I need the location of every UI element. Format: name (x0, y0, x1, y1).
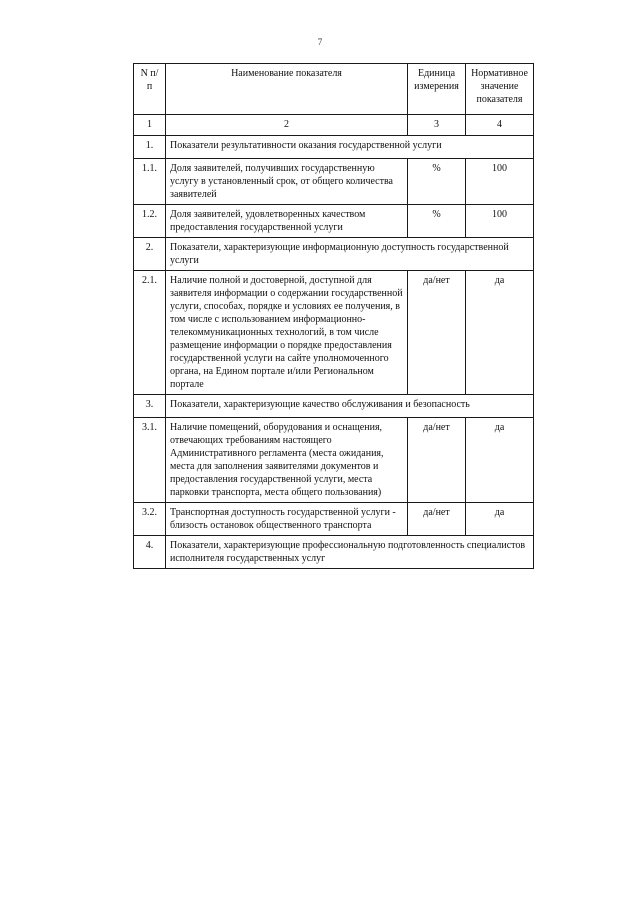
section-title: Показатели, характеризующие качество обслуживания и безопасность (166, 395, 534, 418)
page-number: 7 (317, 37, 323, 47)
header-num: N п/п (134, 64, 166, 115)
row-number: 1.2. (134, 205, 166, 238)
column-index-2: 2 (166, 115, 408, 136)
table-header-row (134, 64, 534, 115)
column-index-3: 3 (408, 115, 466, 136)
table-row-1-1 (134, 159, 534, 205)
indicator-name: Наличие полной и достоверной, доступной для заявителя информации о содержании государственной услуги, способах, порядке и условиях ее получения, в том числе с использованием информационно-телекоммуникационных технологий, в том числе размещение информации о порядке предоставления государственной услуги на сайте уполномоченного органа, на Едином портале и/или Региональном портале (166, 271, 408, 395)
section-number: 1. (134, 136, 166, 159)
section-number: 4. (134, 536, 166, 569)
section-row-4 (134, 536, 534, 569)
table-row-2-1 (134, 271, 534, 395)
unit-cell: да/нет (408, 503, 466, 536)
table-row-3-1 (134, 418, 534, 503)
value-cell: 100 (466, 159, 534, 205)
row-number: 3.2. (134, 503, 166, 536)
table-row-1-2 (134, 205, 534, 238)
unit-cell: % (408, 205, 466, 238)
row-number: 3.1. (134, 418, 166, 503)
table-row-3-2 (134, 503, 534, 536)
value-cell: да (466, 503, 534, 536)
unit-cell: % (408, 159, 466, 205)
header-value: Нормативное значение показателя (466, 64, 534, 115)
value-cell: да (466, 418, 534, 503)
section-row-1 (134, 136, 534, 159)
header-name: Наименование показателя (166, 64, 408, 115)
section-row-3 (134, 395, 534, 418)
column-index-1: 1 (134, 115, 166, 136)
row-number: 2.1. (134, 271, 166, 395)
section-title: Показатели результативности оказания государственной услуги (166, 136, 534, 159)
unit-cell: да/нет (408, 418, 466, 503)
column-index-4: 4 (466, 115, 534, 136)
column-index-row (134, 115, 534, 136)
value-cell: да (466, 271, 534, 395)
indicator-name: Наличие помещений, оборудования и оснащения, отвечающих требованиям настоящего Административного регламента (места ожидания, места для заполнения заявителями документов и предоставления государственной услуги, места парковки транспорта, места общего пользования) (166, 418, 408, 503)
section-title: Показатели, характеризующие информационную доступность государственной услуги (166, 238, 534, 271)
unit-cell: да/нет (408, 271, 466, 395)
indicator-name: Транспортная доступность государственной услуги - близость остановок общественного транспорта (166, 503, 408, 536)
indicator-name: Доля заявителей, удовлетворенных качеством предоставления государственной услуги (166, 205, 408, 238)
indicator-name: Доля заявителей, получивших государственную услугу в установленный срок, от общего количества заявителей (166, 159, 408, 205)
section-number: 2. (134, 238, 166, 271)
section-number: 3. (134, 395, 166, 418)
section-row-2 (134, 238, 534, 271)
section-title: Показатели, характеризующие профессиональную подготовленность специалистов исполнителя государственных услуг (166, 536, 534, 569)
header-unit: Единица измерения (408, 64, 466, 115)
indicators-table (133, 63, 534, 569)
value-cell: 100 (466, 205, 534, 238)
row-number: 1.1. (134, 159, 166, 205)
